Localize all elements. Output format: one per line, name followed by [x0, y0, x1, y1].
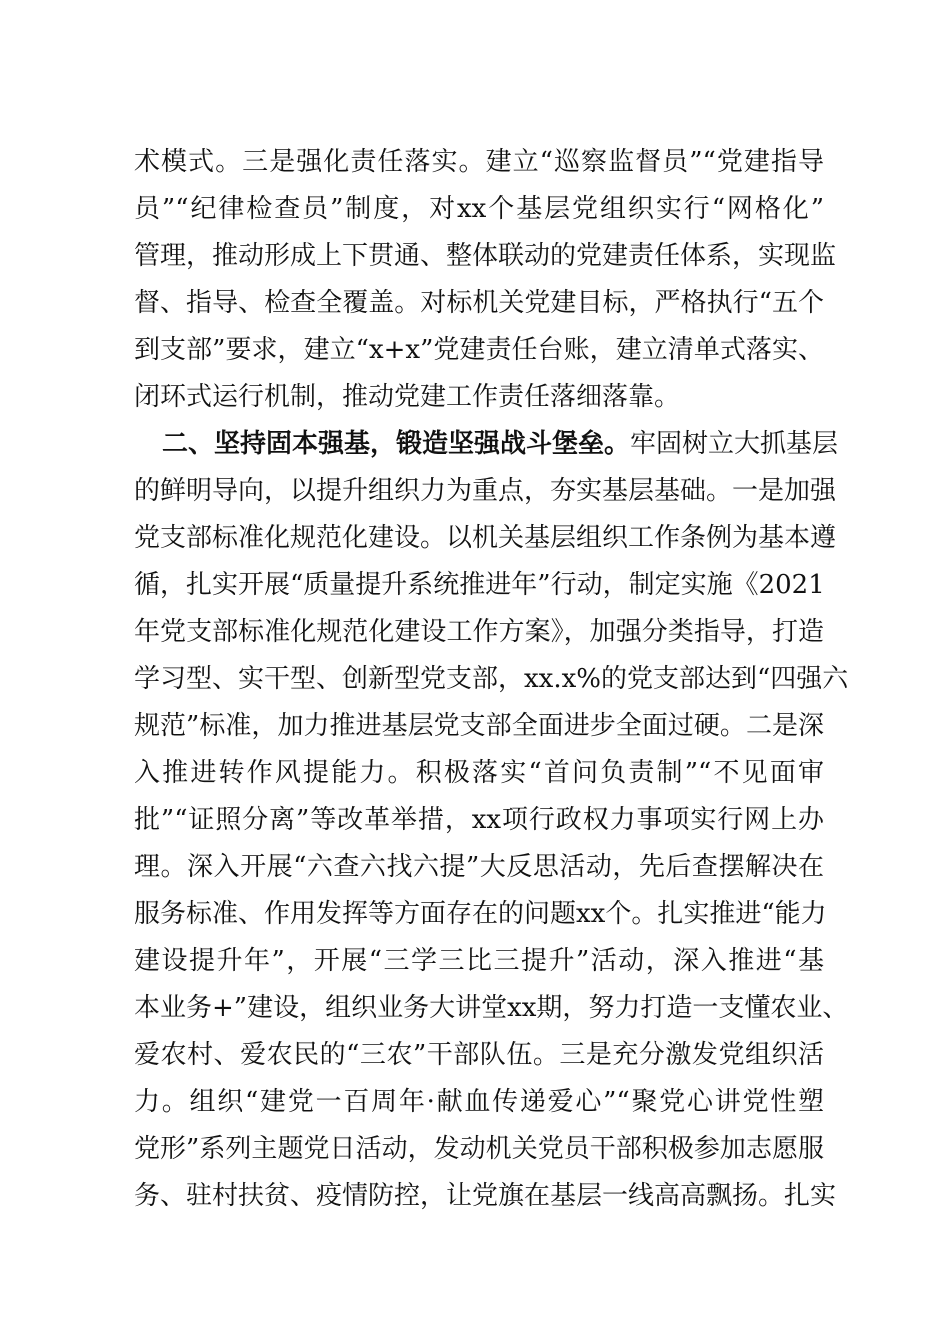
paragraph-line: 本业务+”建设，组织业务大讲堂xx期，努力打造一支懂农业、 — [134, 993, 849, 1023]
paragraph-line: 服务标准、作用发挥等方面存在的问题xx个。扎实推进“能力 — [134, 899, 827, 929]
paragraph-line: 年党支部标准化规范化建设工作方案》，加强分类指导，打造 — [134, 617, 824, 647]
paragraph-line: 的鲜明导向，以提升组织力为重点，夯实基层基础。一是加强 — [134, 476, 837, 506]
paragraph-line: 术模式。三是强化责任落实。建立“巡察监督员”“党建指导 — [134, 147, 824, 177]
paragraph-line: 学习型、实干型、创新型党支部，xx.x%的党支部达到“四强六 — [134, 664, 849, 694]
paragraph-text: 牢固树立大抓基层 — [630, 429, 839, 459]
paragraph-line: 入推进转作风提能力。积极落实“首问负责制”“不见面审 — [134, 758, 824, 788]
section-paragraph-start — [162, 422, 839, 466]
paragraph-line: 党支部标准化规范化建设。以机关基层组织工作条例为基本遵 — [134, 523, 837, 553]
paragraph-line: 务、驻村扶贫、疫情防控，让党旗在基层一线高高飘扬。扎实 — [134, 1181, 837, 1211]
paragraph-line: 理。深入开展“六查六找六提”大反思活动，先后查摆解决在 — [134, 852, 824, 882]
paragraph-line: 闭环式运行机制，推动党建工作责任落细落靠。 — [134, 382, 681, 412]
paragraph-line: 员”“纪律检查员”制度，对xx个基层党组织实行“网格化” — [134, 194, 824, 224]
section-heading: 二、坚持固本强基，锻造坚强战斗堡垒。 — [162, 429, 631, 459]
paragraph-line: 到支部”要求，建立“x+x”党建责任台账，建立清单式落实、 — [134, 335, 824, 365]
paragraph-line: 管理，推动形成上下贯通、整体联动的党建责任体系，实现监 — [134, 241, 837, 271]
paragraph-line: 爱农村、爱农民的“三农”干部队伍。三是充分激发党组织活 — [134, 1040, 824, 1070]
paragraph-line: 规范”标准，加力推进基层党支部全面进步全面过硬。二是深 — [134, 711, 824, 741]
paragraph-line: 循，扎实开展“质量提升系统推进年”行动，制定实施《2021 — [134, 570, 825, 600]
paragraph-line: 党形”系列主题党日活动，发动机关党员干部积极参加志愿服 — [134, 1134, 824, 1164]
paragraph-line: 建设提升年”，开展“三学三比三提升”活动，深入推进“基 — [134, 946, 824, 976]
paragraph-line: 力。组织“建党一百周年·献血传递爱心”“聚党心讲党性塑 — [134, 1087, 824, 1117]
paragraph-line: 督、指导、检查全覆盖。对标机关党建目标，严格执行“五个 — [134, 288, 824, 318]
paragraph-line: 批”“证照分离”等改革举措，xx项行政权力事项实行网上办 — [134, 805, 824, 835]
